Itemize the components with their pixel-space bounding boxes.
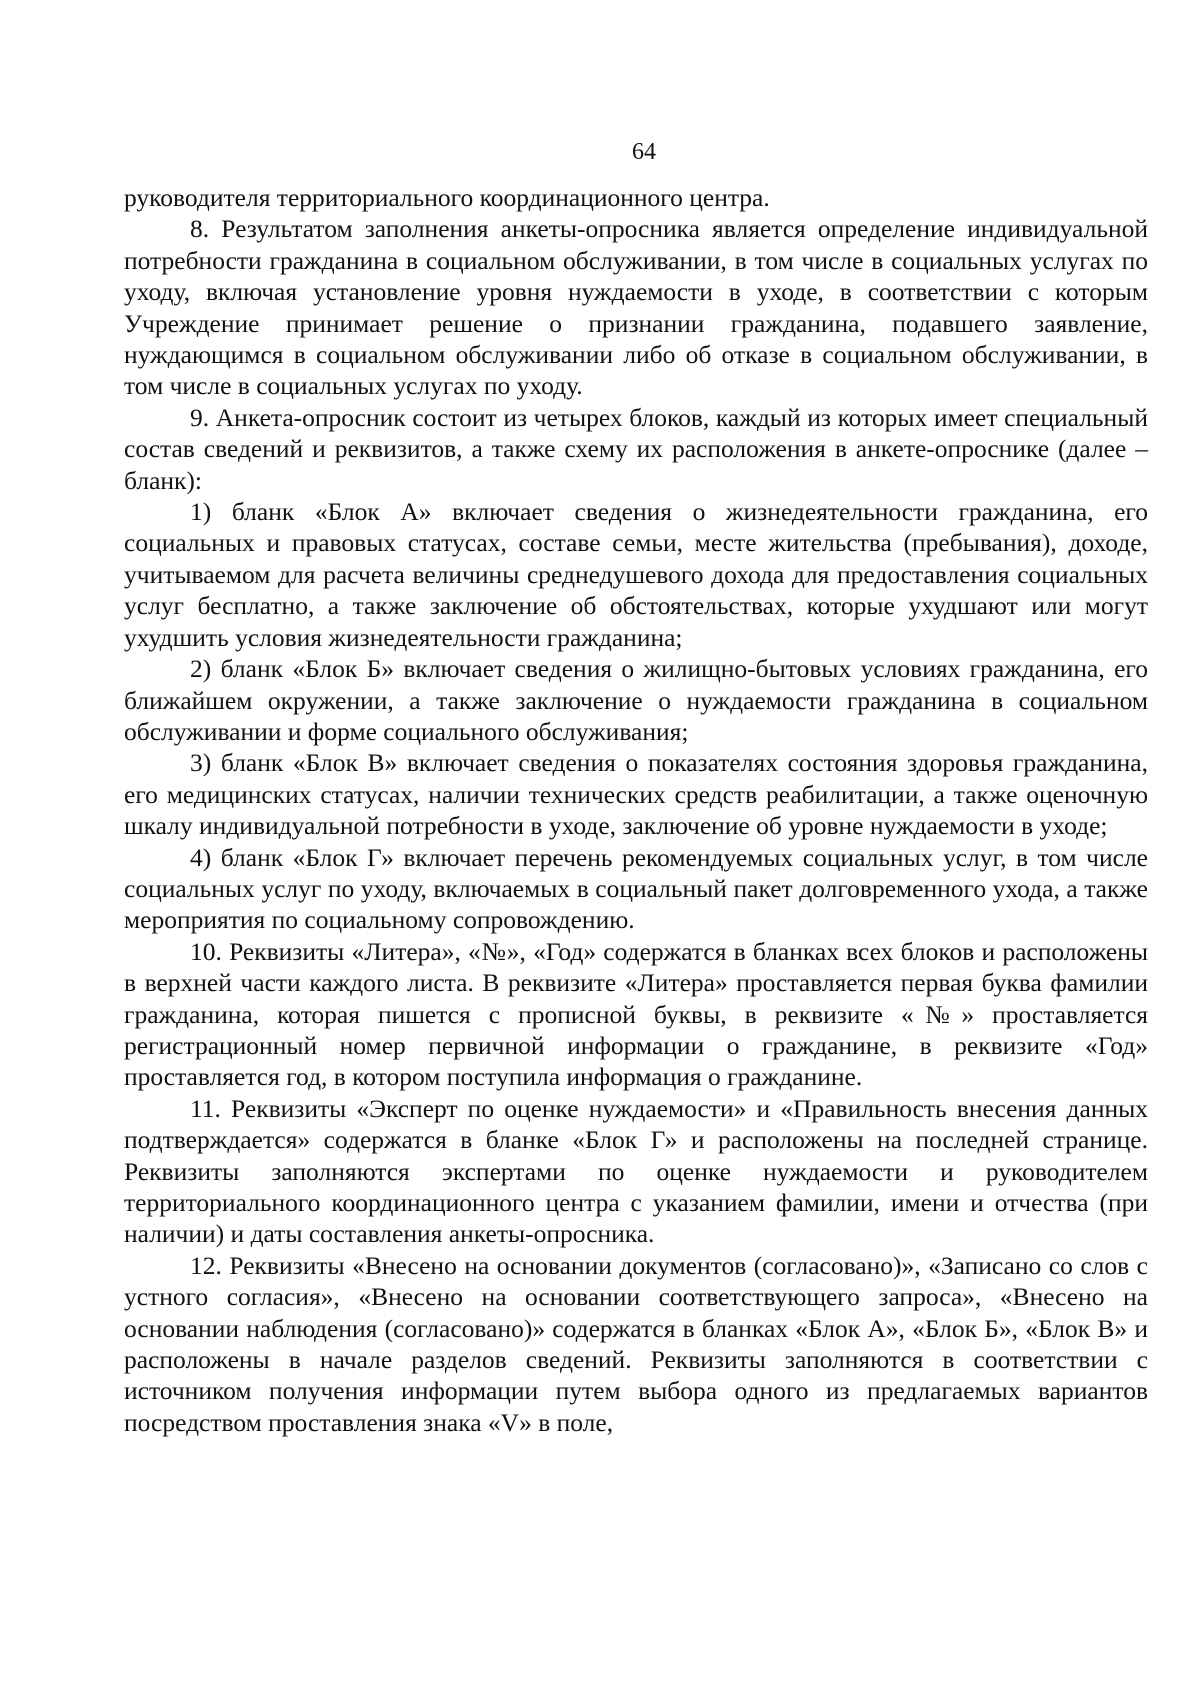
page-number: 64 <box>632 139 656 165</box>
paragraph-subitem-1: 1) бланк «Блок А» включает сведения о жизнедеятельности гражданина, его социальных и правовых статусах, составе семьи, месте жительства (пребывания), доходе, учитываемом для расчета величины среднедушевого дохода для предоставления социальных услуг бесплатно, а также заключение об обстоятельствах, которые ухудшают или могут ухудшить условия жизнедеятельности гражданина; <box>124 497 1148 652</box>
paragraph-item-12: 12. Реквизиты «Внесено на основании документов (согласовано)», «Записано со слов с устного согласия», «Внесено на основании соответствующего запроса», «Внесено на основании наблюдения (согласовано)» содержатся в бланках «Блок А», «Блок Б», «Блок В» и расположены в начале разделов сведений. Реквизиты заполняются в соответствии с источником получения информации путем выбора одного из предлагаемых вариантов посредством проставления знака «V» в поле, <box>124 1250 1148 1437</box>
paragraph-subitem-2: 2) бланк «Блок Б» включает сведения о жилищно-бытовых условиях гражданина, его ближайшем окружении, а также заключение о нуждаемости гражданина в социальном обслуживании и форме социального обслуживания; <box>124 654 1148 746</box>
paragraph-item-8: 8. Результатом заполнения анкеты-опросника является определение индивидуальной потребности гражданина в социальном обслуживании, в том числе в социальных услугах по уходу, включая установление уровня нуждаемости в уходе, в соответствии с которым Учреждение принимает решение о признании гражданина, подавшего заявление, нуждающимся в социальном обслуживании либо об отказе в социальном обслуживании, в том числе в социальных услугах по уходу. <box>124 214 1148 401</box>
paragraph-subitem-4: 4) бланк «Блок Г» включает перечень рекомендуемых социальных услуг, в том числе социальных услуг по уходу, включаемых в социальный пакет долговременного ухода, а также мероприятия по социальному сопровождению. <box>124 842 1148 935</box>
paragraph-item-9: 9. Анкета-опросник состоит из четырех блоков, каждый из которых имеет специальный состав сведений и реквизитов, а также схему их расположения в анкете-опроснике (далее – бланк): <box>124 402 1148 495</box>
document-body <box>124 182 1148 1438</box>
paragraph-item-11: 11. Реквизиты «Эксперт по оценке нуждаемости» и «Правильность внесения данных подтверждается» содержатся в бланке «Блок Г» и расположены на последней странице. Реквизиты заполняются экспертами по оценке нуждаемости и руководителем территориального координационного центра с указанием фамилии, имени и отчества (при наличии) и даты составления анкеты-опросника. <box>124 1093 1148 1249</box>
paragraph-item-10: 10. Реквизиты «Литера», «№», «Год» содержатся в бланках всех блоков и расположены в верхней части каждого листа. В реквизите «Литера» проставляется первая буква фамилии гражданина, которая пишется с прописной буквы, в реквизите «№» проставляется регистрационный номер первичной информации о гражданине, в реквизите «Год» проставляется год, в котором поступила информация о гражданине. <box>124 936 1148 1092</box>
paragraph-continuation: руководителя территориального координационного центра. <box>124 183 770 212</box>
paragraph-subitem-3: 3) бланк «Блок В» включает сведения о показателях состояния здоровья гражданина, его медицинских статусах, наличии технических средств реабилитации, а также оценочную шкалу индивидуальной потребности в уходе, заключение об уровне нуждаемости в уходе; <box>124 748 1148 841</box>
